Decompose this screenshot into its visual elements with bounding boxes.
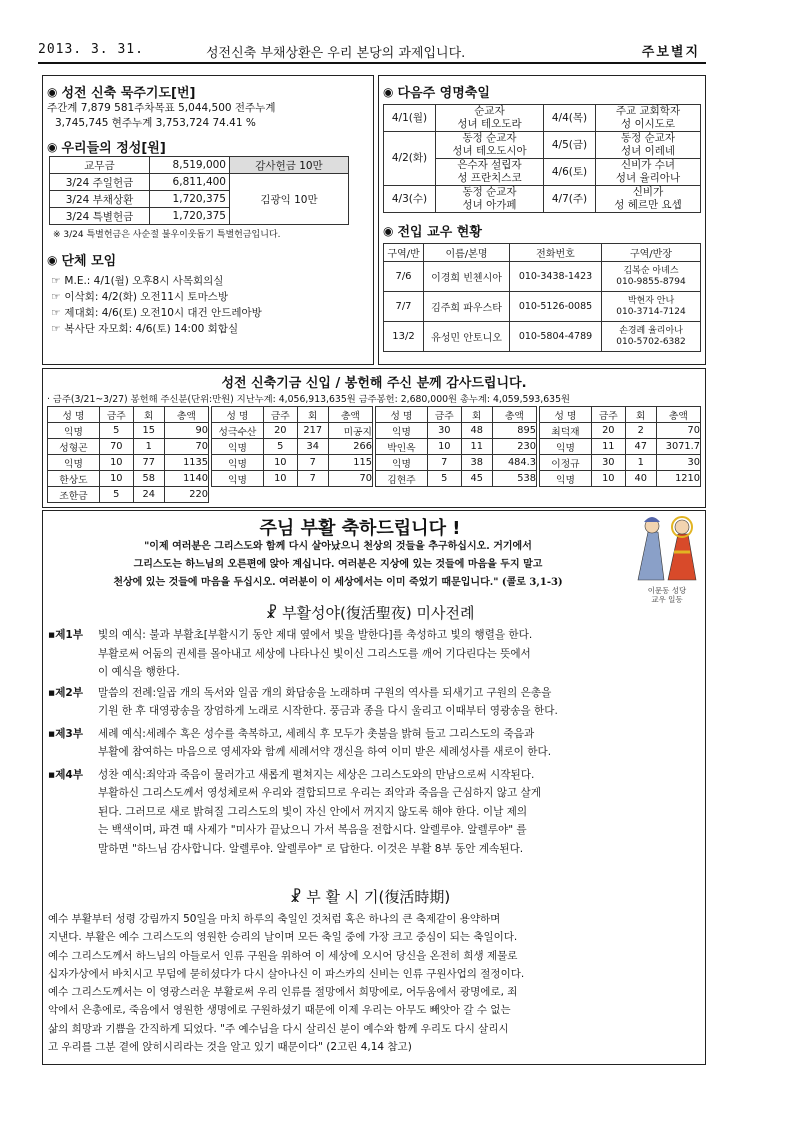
- square-bullet-icon: ▪: [48, 768, 56, 781]
- issue-date: 2013. 3. 31.: [38, 42, 144, 57]
- bullet-circle-icon: ◉: [383, 223, 394, 238]
- table-row: 익명 10 77 1135: [48, 455, 209, 471]
- groups-list: [47, 273, 369, 337]
- groups-section-title: ◉ 단체 모임: [47, 252, 117, 269]
- table-row: 김현주 5 45 538: [376, 471, 537, 487]
- table-header-row: 성 명 금주 회 총액: [212, 407, 373, 423]
- table-row: 익명 7 38 484.3: [376, 455, 537, 471]
- table-header-row: 성 명 금주 회 총액: [376, 407, 537, 423]
- table-row: 익명 11 47 3071.7: [540, 439, 701, 455]
- table-row: [540, 487, 701, 503]
- offering-note: ※ 3/24 특별헌금은 사순절 불우이웃돕기 특별헌금입니다.: [53, 230, 281, 240]
- table-row: 성형곤 70 1 70: [48, 439, 209, 455]
- table-row: 한상도 10 58 1140: [48, 471, 209, 487]
- table-row: [376, 487, 537, 503]
- pointer-icon: ☞: [51, 323, 61, 335]
- vigil-part-3: ▪제3부 세례 예식:세례수 혹은 성수를 축복하고, 세례식 후 모두가 촛불을 밝혀 들고 그리스도의 죽음과 부활에 참여하는 마음으로 영세자와 함께 세례서약 갱신을 하여 이미 받은 세례성사를 새로이 한다.: [48, 727, 552, 758]
- prayer-stats-line-2: 3,745,745 현주누계 3,753,724 74.41 %: [55, 117, 256, 129]
- table-row: 최덕재 20 2 70: [540, 423, 701, 439]
- page-header: [38, 38, 706, 64]
- left-info-panel: [42, 75, 374, 365]
- pointer-icon: ☞: [51, 291, 61, 303]
- bullet-circle-icon: ◉: [47, 139, 58, 154]
- chi-rho-icon: ☧: [265, 604, 278, 622]
- right-info-panel: [378, 75, 706, 365]
- bullet-circle-icon: ◉: [383, 84, 394, 99]
- table-row: 익명 5 15 90: [48, 423, 209, 439]
- bullet-circle-icon: ◉: [47, 252, 58, 267]
- list-item: ☞ 이삭회: 4/2(화) 오전11시 토마스방: [51, 291, 228, 303]
- thanks-header: 감사헌금 10만: [230, 157, 349, 174]
- fund-donor-table: [47, 406, 209, 503]
- square-bullet-icon: ▪: [48, 629, 56, 641]
- fund-title: 성전 신축기금 신입 / 봉헌해 주신 분께 감사드립니다.: [221, 376, 527, 391]
- table-row: 성극수산 20 217 미공지: [212, 423, 373, 439]
- pointer-icon: ☞: [51, 275, 61, 287]
- vigil-part-2: ▪제2부 말씀의 전례:일곱 개의 독서와 일곱 개의 화답송을 노래하며 구원의 역사를 되새기고 구원의 은총을 기원 한 후 대영광송을 장엄하게 노래로 시작한다. 풍금과 종을 다시 울리고 이때부터 영광송을 한다.: [48, 686, 558, 717]
- table-row: 익명 5 34 266: [212, 439, 373, 455]
- fund-donor-table: [375, 406, 537, 503]
- vigil-part-4: ▪제4부 성찬 예식:죄악과 죽음이 물러가고 새롭게 펼쳐지는 세상은 그리스도와의 만남으로써 시작된다. 부활하신 그리스도께서 영성체로써 우리와 결합되므로 우리는 죄악과 죽음을 근심하지 않고 살게 된다. 그러므로 새로 밝혀질 그리스도의 빛이 자신 안에서 꺼지지 않도록 해야 한다. 이날 제의 는 백색이며, 파견 때 사제가 "미사가 끝났으니 가서 복음을 전합시다. 알렐루야. 알렐루야" 를 말하면 "하느님 감사합니다. 알렐루야. 알렐루야" 로 답한다. 이것은 부활 8부 동안 계속된다.: [48, 768, 542, 855]
- building-fund-panel: [42, 368, 706, 508]
- table-row: 조한금 5 24 220: [48, 487, 209, 503]
- table-header-row: 성 명 금주 회 총액: [540, 407, 701, 423]
- season-title: ☧ 부 활 시 기(復活時期): [289, 888, 451, 906]
- fund-donor-table: [539, 406, 701, 503]
- table-row: 익명 10 40 1210: [540, 471, 701, 487]
- list-item: ☞ M.E.: 4/1(월) 오후8시 사목회의실: [51, 275, 224, 287]
- holy-figures-icon: [630, 512, 704, 582]
- table-row: 익명 10 7 70: [212, 471, 373, 487]
- offering-table: 교무금 8,519,000 감사헌금 10만 3/24 주일헌금 6,811,400 김광익 10만 3/24 부채상환 1,720,375 3/24 특별헌금 1,720,375: [49, 156, 349, 225]
- table-row: [212, 487, 373, 503]
- vigil-part-1: ▪제1부 빛의 예식: 불과 부활초[부활시기 동안 제대 옆에서 빛을 발한다]를 축성하고 빛의 행렬을 한다. 부활로써 어둠의 권세를 몰아내고 세상에 나타나신 빛이신 그리스도를 깨어 기다린다는 뜻에서 이 예식을 행한다.: [48, 629, 533, 678]
- square-bullet-icon: ▪: [48, 727, 56, 740]
- transfer-section-title: ◉ 전입 교우 현황: [383, 223, 482, 240]
- list-item: ☞ 제대회: 4/6(토) 오전10시 대건 안드레아방: [51, 307, 262, 319]
- chi-rho-icon: ☧: [289, 888, 302, 906]
- transfer-table: 구역/반 이름/본명 전화번호 구역/반장 7/6 이경희 빈첸시아 010-3438-1423 김복순 아녜스 010-9855-8794 7/7 김주희 파우스타 010-5126-0085 박현자 안나 010-3714-7124 13/2 유성민 안토니오 010-5804-4789 손경례 율리아나 010-5702-6382: [383, 243, 701, 352]
- list-item: ☞ 복사단 자모회: 4/6(토) 14:00 회합실: [51, 323, 239, 335]
- parish-motto: 성전신축 부채상환은 우리 본당의 과제입니다.: [206, 46, 466, 61]
- fund-donor-table: [211, 406, 373, 503]
- bulletin-name: 주보별지: [641, 45, 700, 60]
- table-row: 박인옥 10 11 230: [376, 439, 537, 455]
- table-row: 이정규 30 1 30: [540, 455, 701, 471]
- prayer-section-title: ◉ 성전 신축 묵주기도[번]: [47, 84, 196, 101]
- table-header-row: 성 명 금주 회 총액: [48, 407, 209, 423]
- prayer-stats-line-1: 주간계 7,879 581주차목표 5,044,500 전주누계: [47, 102, 276, 114]
- fund-summary: · 금주(3/21~3/27) 봉헌해 주신분(단위:만원) 지난누계: 4,056,913,635원 금주봉헌: 2,680,000원 총누계: 4,059,593,635원: [47, 394, 570, 405]
- table-row: 익명 10 7 115: [212, 455, 373, 471]
- easter-quote: "이제 여러분은 그리스도와 함께 다시 살아났으니 천상의 것들을 추구하십시오. 거기에서 그리스도는 하느님의 오른편에 앉아 계십니다. 여러분은 지상에 있는 것들에 마음을 두지 말고 천상에 있는 것들에 마음을 두십시오. 여러분이 이 세상에서는 이미 죽었기 때문입니다." (콜로 3,1-3): [113, 541, 563, 588]
- easter-illustration: 이문동 성당 교우 일동: [630, 512, 704, 600]
- thanks-name: 김광익 10만: [230, 174, 349, 225]
- offering-section-title: ◉ 우리들의 정성[원]: [47, 139, 166, 156]
- vigil-title: ☧ 부활성야(復活聖夜) 미사전례: [265, 604, 475, 622]
- vigil-parts: [48, 626, 704, 858]
- feast-table: 4/1(월) 순교자 성녀 테오도라 4/4(목) 주교 교회학자 성 이시도로 4/2(화) 동정 순교자 성녀 테오도시아 4/5(금) 동정 순교자 성녀 이레네 은수자 설립자 성 프란치스코 4/6(토) 신비가 수녀 성녀 율리아나 4/3(수) 동정 순교자 성녀 아가페 4/7(주) 신비가 성 헤르만 요셉: [383, 104, 701, 213]
- pointer-icon: ☞: [51, 307, 61, 319]
- fund-tables: [47, 406, 701, 503]
- bullet-circle-icon: ◉: [47, 84, 58, 99]
- easter-title: 주님 부활 축하드립니다 !: [259, 518, 461, 539]
- table-row: 익명 30 48 895: [376, 423, 537, 439]
- season-text: 예수 부활부터 성령 강림까지 50일을 마치 하루의 축일인 것처럼 혹은 하나의 큰 축제같이 용약하며 지낸다. 부활은 예수 그리스도의 영원한 승리의 날이며 모든 축일 중에 가장 크고 중심이 되는 축일이다. 예수 그리스도께서 하느님의 아들로서 인류 구원을 위하여 이 세상에 오시어 당신을 온전히 희생 제물로 십자가상에서 바치시고 무덤에 묻히셨다가 다시 살아나신 이 파스카의 신비는 인류 구원사업의 절정이다. 예수 그리스도께서는 이 영광스러운 부활로써 우리 인류를 절망에서 희망에로, 어두움에서 광명에로, 죄 악에서 은총에로, 죽음에서 영원한 생명에로 구원하셨기 때문에 이제 우리는 아무도 빼앗아 갈 수 없는 삶의 희망과 기쁨을 간직하게 되었다. "주 예수님을 다시 살리신 분이 예수와 함께 우리도 다시 살리시 고 우리를 그분 곁에 앉히시리라는 것을 알고 있기 때문이다" (2고린 4,14 참고): [48, 913, 525, 1054]
- feast-section-title: ◉ 다음주 영명축일: [383, 84, 490, 101]
- square-bullet-icon: ▪: [48, 686, 56, 699]
